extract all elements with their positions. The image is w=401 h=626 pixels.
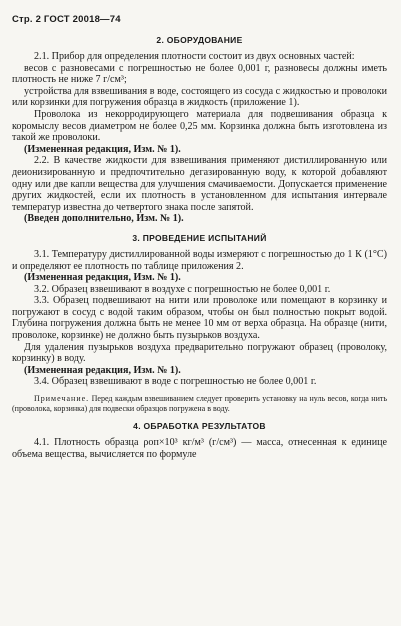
paragraph-2-1-wire: Проволока из некорродирующего материала для подвешивания образца к коромыслу весов диаметром не более 0,25 мм. Корзинка должна быть изготовлена из такой же проволоки.	[12, 108, 387, 144]
paragraph-3-3-bubbles: Для удаления пузырьков воздуха предварительно погружают образец (проволоку, корзинку) в воду.	[12, 341, 387, 365]
amendment-note-1: (Измененная редакция, Изм. № 1).	[24, 143, 181, 155]
note-text: Перед каждым взвешиванием следует проверить установку на нуль весов, когда нить (проволока, корзинка) для подвески образцов погружена в воду.	[12, 394, 387, 413]
note	[12, 394, 387, 413]
amendment-note-3: (Измененная редакция, Изм. № 1).	[24, 272, 181, 284]
amendment-note-4: (Измененная редакция, Изм. № 1).	[24, 364, 181, 376]
page-header: Стр. 2 ГОСТ 20018—74	[12, 14, 121, 25]
paragraph-2-2: 2.2. В качестве жидкости для взвешивания применяют дистиллированную или деионизированную и предпочтительно дегазированную воду, к которой добавляют одну или две капли вещества для улучшения смачиваемости. Допускается применение других жидкостей, если их плотность в установленном для испытания интервале температур известна до четвертого знака после запятой.	[12, 155, 387, 213]
paragraph-3-4: 3.4. Образец взвешивают в воде с погрешностью не более 0,001 г.	[34, 376, 317, 388]
paragraph-2-1-scales: весов с разновесами с погрешностью не более 0,001 г, разновесы должны иметь плотность не ниже 7 г/см³;	[12, 62, 387, 86]
note-label: Примечание.	[34, 394, 90, 404]
paragraph-3-2: 3.2. Образец взвешивают в воздухе с погрешностью не более 0,001 г.	[34, 283, 331, 295]
paragraph-3-1: 3.1. Температуру дистиллированной воды измеряют с погрешностью до 1 К (1°С) и определяют ее плотность по таблице приложения 2.	[12, 248, 387, 272]
paragraph-4-1: 4.1. Плотность образца ρоп×10³ кг/м³ (г/см³) — масса, отнесенная к единице объема вещества, вычисляется по формуле	[12, 437, 387, 460]
amendment-note-2: (Введен дополнительно, Изм. № 1).	[24, 213, 184, 225]
paragraph-2-1-device: устройства для взвешивания в воде, состоящего из сосуда с жидкостью и проволоки или корзинки для погружения образца в жидкость (приложение 1).	[12, 85, 387, 109]
section-3-title: 3. ПРОВЕДЕНИЕ ИСПЫТАНИЙ	[132, 232, 267, 243]
paragraph-3-3: 3.3. Образец подвешивают на нити или проволоке или помещают в корзинку и погружают в сосуд с водой таким образом, чтобы он был полностью покрыт водой. Глубина погружения должна быть не менее 10 мм от верха образца. На образце (нити, проволоке, корзинке) не должно быть пузырьков воздуха.	[12, 295, 387, 342]
section-4-title: 4. ОБРАБОТКА РЕЗУЛЬТАТОВ	[133, 421, 266, 432]
section-2-title: 2. ОБОРУДОВАНИЕ	[156, 35, 243, 45]
paragraph-2-1: 2.1. Прибор для определения плотности состоит из двух основных частей:	[34, 51, 355, 62]
